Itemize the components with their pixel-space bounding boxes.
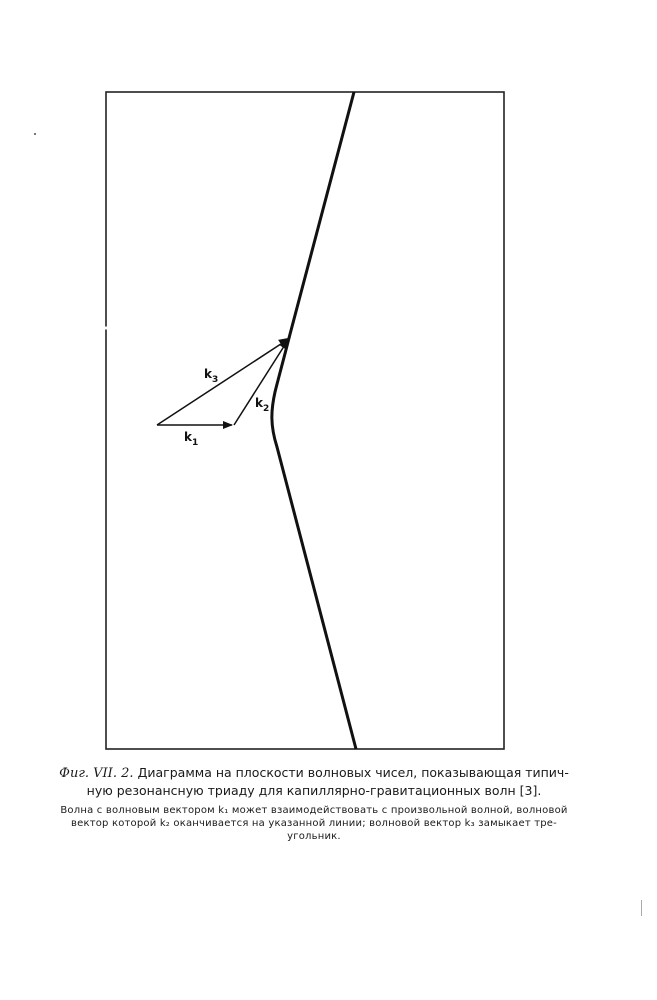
scan-speck [34, 133, 36, 135]
scan-edge-mark [641, 900, 642, 916]
label-k1: $k_1$ [184, 430, 199, 448]
caption-title-line2: ную резонансную триаду для капиллярно-гравитационных волн [3]. [86, 783, 542, 798]
vector-k2-arrow [234, 340, 288, 425]
figure-caption [34, 764, 594, 843]
caption-note-line2: вектор которой k₂ оканчивается на указанной линии; волновой вектор k₃ замыкает тре- [71, 818, 557, 829]
caption-title [34, 764, 594, 800]
caption-note-line3: угольник. [287, 831, 341, 842]
caption-title-line1: Диаграмма на плоскости волновых чисел, показывающая типич- [137, 765, 569, 780]
resonance-curve [272, 92, 356, 749]
label-k3: $k_3$ [204, 367, 219, 385]
plot-frame [106, 92, 504, 749]
caption-note-line1: Волна с волновым вектором k₁ может взаимодействовать с произвольной волной, волновой [60, 805, 568, 816]
vector-k3-arrow [157, 338, 290, 425]
caption-figure-number: Фиг. VII. 2. [59, 766, 134, 781]
label-k2: $k_2$ [255, 396, 270, 414]
caption-note [34, 804, 594, 843]
